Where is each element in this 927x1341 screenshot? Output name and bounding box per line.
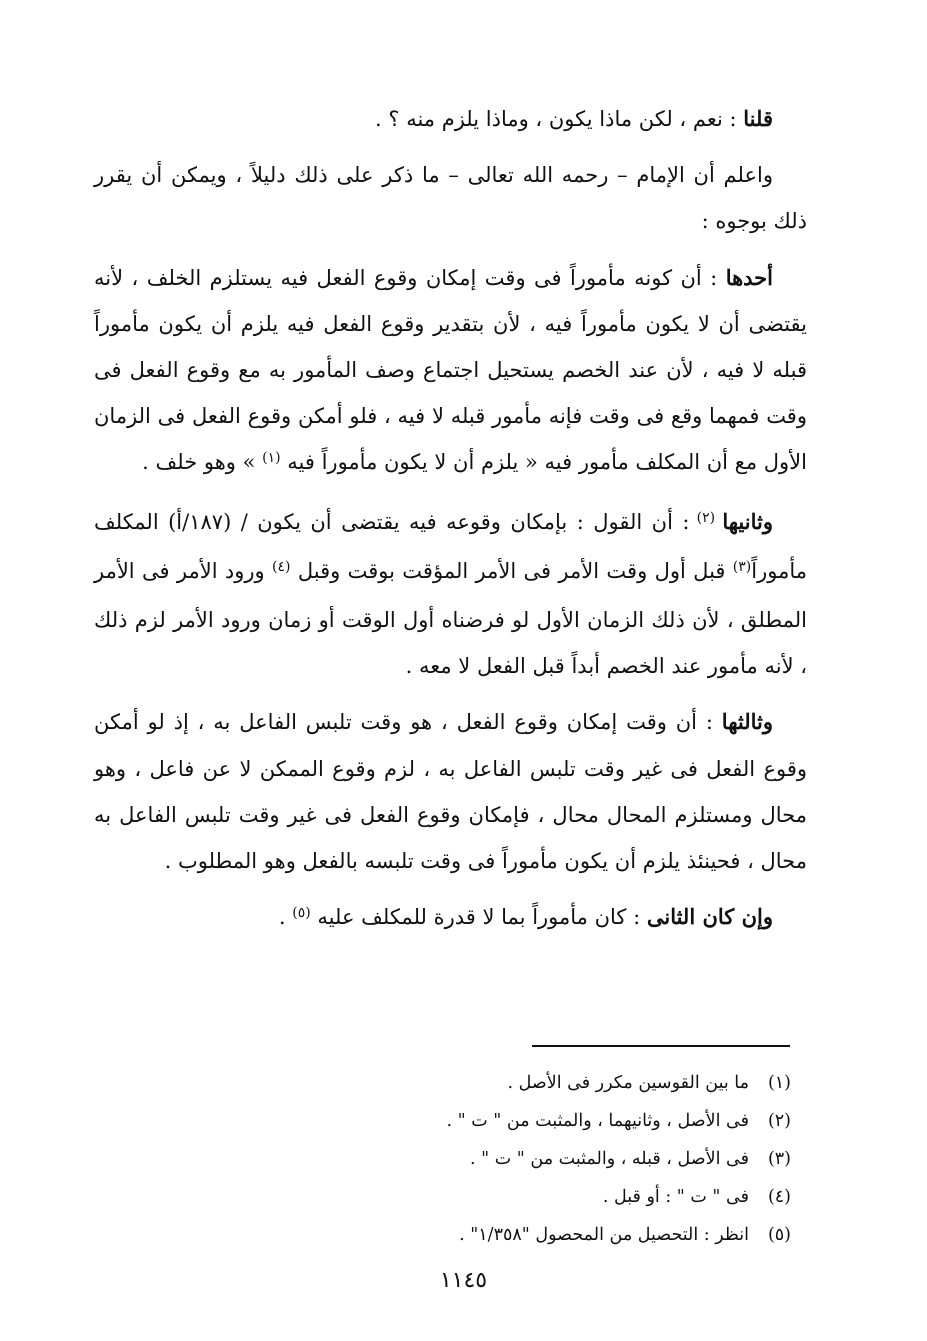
footnote-number: (٤) — [767, 1187, 791, 1207]
footnotes — [200, 1064, 791, 1254]
footnote-text: فى الأصل ، وثانيهما ، والمثبت من " ت " . — [446, 1111, 749, 1131]
paragraph-lead: قلنا — [743, 106, 773, 131]
footnote-3 — [200, 1140, 791, 1178]
paragraph-text: : أن كونه مأموراً فى وقت إمكان وقوع الفعل فيه يستلزم الخلف ، لأنه يقتضى أن لا يكون مأموراً فيه ، لأن بتقدير وقوع الفعل فيه يلزم أن يكون مأموراً قبله لا فيه ، لأن عند الخصم يستحيل اجتماع وصف المأمور به مع وقوع الفعل فى وقت فمهما وقع فى وقت فإنه مأمور قبله لا فيه ، فلو أمكن وقوع الفعل فى الزمان الأول مع أن المكلف مأمور فيه « يلزم أن لا يكون مأموراً فيه — [94, 265, 807, 475]
paragraph-lead: وثانيها — [722, 508, 773, 534]
paragraph-6 — [94, 894, 807, 943]
paragraph-5 — [94, 699, 807, 884]
footnote-ref: (٣) — [732, 558, 752, 575]
footnote-text: ما بين القوسين مكرر فى الأصل . — [507, 1073, 749, 1093]
paragraph-text: : نعم ، لكن ماذا يكون ، وماذا يلزم منه ؟ . — [375, 107, 744, 131]
paragraph-tail: ورود الأمر فى الأمر المطلق ، لأن ذلك الزمان الأول لو فرضناه أول الوقت أو زمان ورود الأمر لزم ذلك ، لأنه مأمور عند الخصم أبداً قبل الفعل لا معه . — [94, 558, 807, 679]
paragraph-lead: وإن كان الثانى — [646, 904, 773, 930]
footnote-text: انظر : التحصيل من المحصول "١/٣٥٨" . — [459, 1225, 749, 1245]
paragraph-2 — [94, 152, 807, 244]
paragraph-3 — [94, 255, 807, 489]
footnote-ref: (١) — [262, 450, 281, 467]
paragraph-text: واعلم أن الإمام – رحمه الله تعالى – ما ذكر على ذلك دليلاً ، ويمكن أن يقرر ذلك بوجوه : — [94, 163, 807, 234]
paragraph-text: : كان مأموراً بما لا قدرة للمكلف عليه — [310, 905, 647, 930]
paragraph-text: : أن القول : بإمكان وقوعه فيه يقتضى أن يكون / (١٨٧/أ) المكلف مأموراً — [94, 509, 807, 583]
paragraph-4 — [94, 499, 807, 690]
footnote-text: فى الأصل ، قبله ، والمثبت من " ت " . — [470, 1149, 749, 1169]
footnote-number: (١) — [767, 1073, 791, 1093]
paragraph-lead: أحدها — [725, 264, 773, 290]
footnote-number: (٢) — [767, 1111, 791, 1131]
footnote-5 — [200, 1216, 791, 1254]
footnote-ref: (٤) — [272, 558, 291, 575]
footnote-text: فى " ت " : أو قبل . — [602, 1187, 749, 1207]
footnote-ref: (٥) — [292, 905, 311, 922]
footnote-2 — [200, 1102, 791, 1140]
footnote-number: (٥) — [767, 1225, 791, 1245]
paragraph-tail: . — [278, 905, 293, 930]
footnote-divider — [532, 1045, 790, 1047]
footnote-number: (٣) — [767, 1149, 791, 1169]
footnote-4 — [200, 1178, 791, 1216]
footnote-1 — [200, 1064, 791, 1102]
paragraph-lead: وثالثها — [721, 709, 773, 735]
paragraph-text: : أن وقت إمكان وقوع الفعل ، هو وقت تلبس الفاعل به ، إذ لو أمكن وقوع الفعل فى غير وقت تلبس الفاعل به ، لزم وقوع الممكن لا عن فاعل ، وهو محال ومستلزم المحال محال ، فإمكان وقوع الفعل فى غير وقت تلبس الفاعل به محال ، فحينئذ يلزم أن يكون مأموراً فى وقت تلبسه بالفعل وهو المطلوب . — [94, 710, 807, 874]
paragraph-tail: » وهو خلف . — [142, 450, 263, 475]
main-text — [94, 96, 807, 943]
paragraph-1 — [94, 96, 807, 142]
paragraph-tail: قبل أول وقت الأمر فى الأمر المؤقت بوقت وقبل — [290, 558, 733, 583]
footnote-ref: (٢) — [689, 509, 723, 526]
page-number: ١١٤٥ — [439, 1268, 488, 1293]
